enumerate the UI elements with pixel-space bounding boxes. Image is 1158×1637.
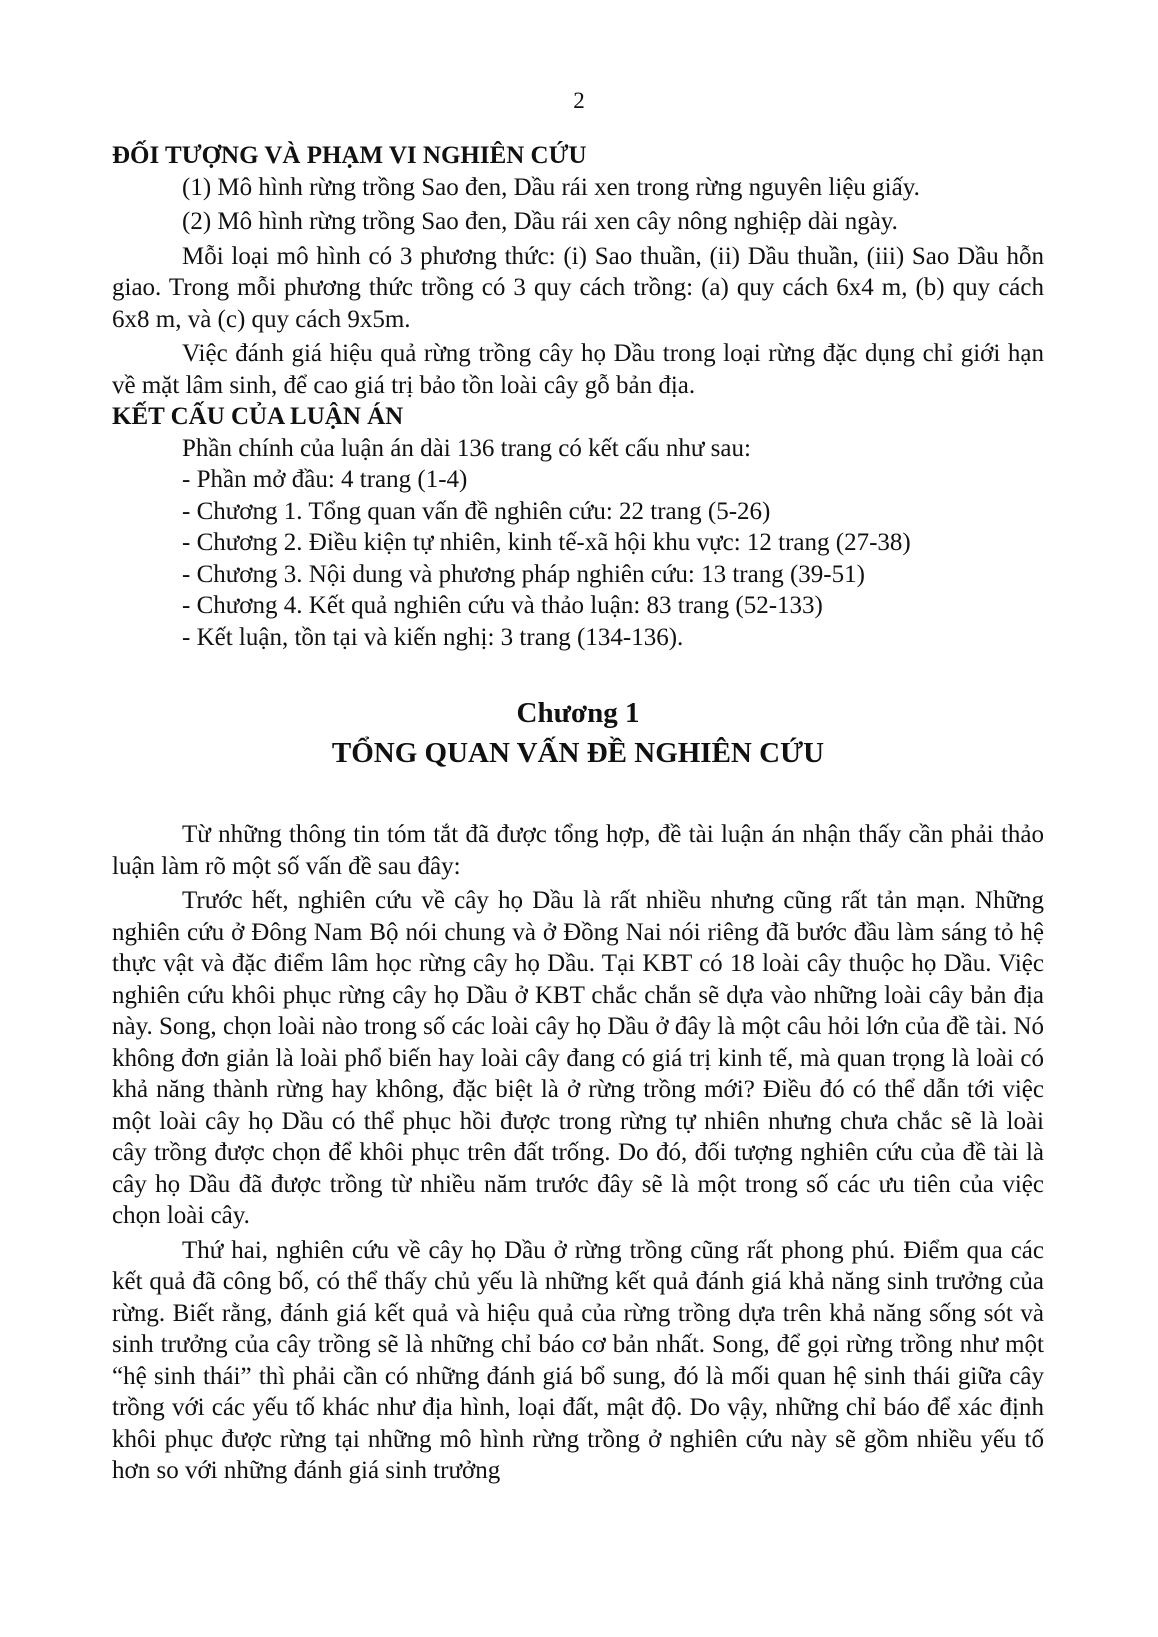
page-content (112, 140, 1044, 1487)
body-paragraph: Trước hết, nghiên cứu về cây họ Dầu là rất nhiều nhưng cũng rất tản mạn. Những nghiên cứu ở Đông Nam Bộ nói chung và ở Đồng Nai nói riêng đã bước đầu làm sáng tỏ hệ thực vật và đặc điểm lâm học rừng cây họ Dầu. Tại KBT có 18 loài cây thuộc họ Dầu. Việc nghiên cứu khôi phục rừng cây họ Dầu ở KBT chắc chắn sẽ dựa vào những loài cây bản địa này. Song, chọn loài nào trong số các loài cây họ Dầu ở đây là một câu hỏi lớn của đề tài. Nó không đơn giản là loài phổ biến hay loài cây đang có giá trị kinh tế, mà quan trọng là loài có khả năng thành rừng hay không, đặc biệt là ở rừng trồng mới? Điều đó có thể dẫn tới việc một loài cây họ Dầu có thể phục hồi được trong rừng tự nhiên nhưng chưa chắc sẽ là loài cây trồng được chọn để khôi phục trên đất trống. Do đó, đối tượng nghiên cứu của đề tài là cây họ Dầu đã được trồng từ nhiều năm trước đây sẽ là một trong số các ưu tiên của việc chọn loài cây. (112, 887, 1044, 1229)
structure-list-item: - Chương 1. Tổng quan vấn đề nghiên cứu: 22 trang (5-26) (182, 497, 771, 525)
page-number: 2 (573, 88, 585, 113)
chapter-heading (112, 693, 1044, 773)
scope-item-1: (1) Mô hình rừng trồng Sao đen, Dầu rái xen trong rừng nguyên liệu giấy. (182, 173, 920, 201)
structure-list-item: - Chương 2. Điều kiện tự nhiên, kinh tế-xã hội khu vực: 12 trang (27-38) (182, 529, 911, 556)
body-paragraph: Từ những thông tin tóm tắt đã được tổng hợp, đề tài luận án nhận thấy cần phải thảo luận làm rõ một số vấn đề sau đây: (112, 821, 1044, 880)
structure-intro: Phần chính của luận án dài 136 trang có kết cấu như sau: (182, 434, 751, 462)
scope-paragraph-evaluation: Việc đánh giá hiệu quả rừng trồng cây họ Dầu trong loại rừng đặc dụng chỉ giới hạn về mặt lâm sinh, để cao giá trị bảo tồn loài cây gỗ bản địa. (112, 340, 1044, 399)
structure-list-item: - Chương 3. Nội dung và phương pháp nghiên cứu: 13 trang (39-51) (182, 560, 865, 588)
scope-paragraph-methods: Mỗi loại mô hình có 3 phương thức: (i) Sao thuần, (ii) Dầu thuần, (iii) Sao Dầu hỗn giao. Trong mỗi phương thức trồng có 3 quy cách trồng: (a) quy cách 6x4 m, (b) quy cách 6x8 m, và (c) quy cách 9x5m. (112, 242, 1044, 333)
structure-list-item: - Chương 4. Kết quả nghiên cứu và thảo luận: 83 trang (52-133) (182, 592, 823, 619)
section-heading-structure: KẾT CẤU CỦA LUẬN ÁN (112, 403, 404, 430)
chapter-number: Chương 1 (516, 697, 640, 729)
body-paragraph: Thứ hai, nghiên cứu về cây họ Dầu ở rừng trồng cũng rất phong phú. Điểm qua các kết quả đã công bố, có thể thấy chủ yếu là những kết quả đánh giá khả năng sinh trưởng của rừng. Biết rằng, đánh giá kết quả và hiệu quả của rừng trồng dựa trên khả năng sống sót và sinh trưởng của cây trồng sẽ là những chỉ báo cơ bản nhất. Song, để gọi rừng trồng như một “hệ sinh thái” thì phải cần có những đánh giá bổ sung, đó là mối quan hệ sinh thái giữa cây trồng với các yếu tố khác như địa hình, loại đất, mật độ. Do vậy, những chỉ báo để xác định khôi phục được rừng tại những mô hình rừng trồng ở nghiên cứu này sẽ gồm nhiều yếu tố hơn so với những đánh giá sinh trưởng (112, 1236, 1044, 1484)
section-heading-subject-scope: ĐỐI TƯỢNG VÀ PHẠM VI NGHIÊN CỨU (112, 142, 587, 169)
chapter-title: TỔNG QUAN VẤN ĐỀ NGHIÊN CỨU (331, 737, 825, 769)
structure-list-item: - Kết luận, tồn tại và kiến nghị: 3 trang (134-136). (182, 623, 684, 651)
structure-list-item: - Phần mở đầu: 4 trang (1-4) (182, 466, 468, 493)
scope-item-2: (2) Mô hình rừng trồng Sao đen, Dầu rái xen cây nông nghiệp dài ngày. (182, 208, 898, 235)
